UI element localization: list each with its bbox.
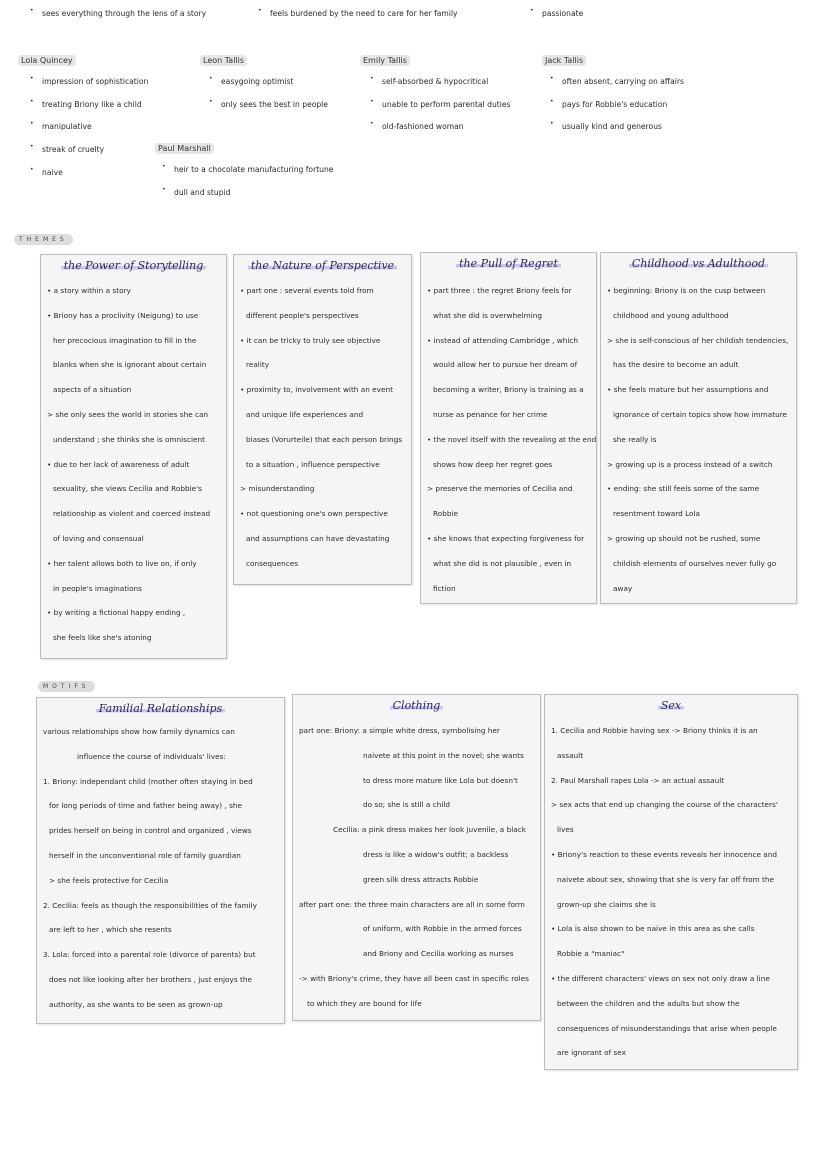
- note-line: > growing up should not be rushed, some: [607, 533, 761, 543]
- note-line: • part three : the regret Briony feels for: [427, 286, 572, 295]
- motif-box-sex: [544, 694, 798, 1070]
- note-line: lives: [557, 825, 574, 835]
- character-trait: • heir to a chocolate manufacturing fortune: [174, 165, 333, 174]
- note-line: relationship as violent and coerced instead: [53, 509, 211, 519]
- note-line: shows how deep her regret goes: [433, 459, 553, 469]
- note-line: what she did is overwhelming: [433, 310, 543, 320]
- note-line: • she knows that expecting forgiveness for: [427, 533, 585, 543]
- note-line: of loving and consensual: [53, 533, 144, 543]
- note-line: childhood and young adulthood: [613, 310, 729, 320]
- note-line: • by writing a fictional happy ending ,: [47, 608, 186, 618]
- box-title-text: Childhood vs Adulthood: [629, 257, 768, 270]
- note-line: Robbie: [433, 509, 458, 519]
- note-line: • the novel itself with the revealing at the end: [427, 434, 597, 444]
- note-line: > she is self-conscious of her childish tendencies,: [607, 335, 789, 345]
- note-line: and unique life experiences and: [246, 409, 364, 419]
- note-line: herself in the unconventional role of family guardian: [49, 850, 241, 860]
- note-line: • she feels mature but her assumptions and: [607, 385, 769, 395]
- note-line: and assumptions can have devastating: [246, 533, 390, 543]
- box-title: [421, 257, 596, 279]
- note-line: 1. Cecilia and Robbie having sex -> Briony thinks it is an: [551, 726, 758, 735]
- note-line: would allow her to pursue her dream of: [433, 360, 578, 370]
- theme-box-regret: [420, 252, 597, 604]
- character-name: Emily Tallis: [360, 55, 410, 66]
- character-name: Paul Marshall: [155, 143, 214, 154]
- note-line: dress is like a widow's outfit; a backless: [363, 849, 509, 859]
- note-line: reality: [246, 360, 270, 370]
- note-line: • Lola is also shown to be naive in this area as she calls: [551, 924, 755, 934]
- note-line: resentment toward Lola: [613, 509, 700, 519]
- note-line: Cecilia: a pink dress makes her look juvenile, a black: [333, 825, 526, 835]
- character-trait: • manipulative: [42, 122, 92, 131]
- theme-box-childhood: [600, 252, 797, 604]
- box-title-text: the Pull of Regret: [456, 257, 561, 270]
- note-line: are left to her , which she resents: [49, 925, 172, 935]
- note-line: blanks when she is ignorant about certain: [53, 360, 207, 370]
- note-line: for long periods of time and father being away) , she: [49, 801, 243, 811]
- note-line: biases (Vorurteile) that each person brings: [246, 434, 403, 444]
- note-line: influence the course of individuals' lives:: [77, 751, 226, 761]
- note-line: • not questioning one's own perspective: [240, 509, 388, 519]
- note-line: understand ; she thinks she is omniscient: [53, 434, 206, 444]
- top-bullet: • sees everything through the lens of a story: [42, 9, 206, 18]
- character-trait: • only sees the best in people: [221, 100, 328, 109]
- box-title-text: Sex: [658, 699, 684, 712]
- character-trait: • dull and stupid: [174, 188, 230, 197]
- character-trait: • often absent, carrying on affairs: [562, 77, 684, 86]
- note-line: childish elements of ourselves never fully go: [613, 558, 777, 568]
- note-line: ignorance of certain topics show how immature: [613, 409, 788, 419]
- note-line: • Briony has a proclivity (Neigung) to use: [47, 310, 199, 320]
- character-trait: • usually kind and generous: [562, 122, 662, 131]
- note-line: her precocious imagination to fill in the: [53, 335, 197, 345]
- note-line: • Briony's reaction to these events reveals her innocence and: [551, 849, 778, 859]
- character-trait: • streak of cruelty: [42, 145, 104, 154]
- note-line: naivete about sex, showing that she is very far off from the: [557, 874, 774, 884]
- motif-box-clothing: [292, 694, 541, 1021]
- note-line: • the different characters' views on sex not only draw a line: [551, 973, 770, 983]
- motifs-label: MOTIFS: [38, 681, 95, 692]
- note-line: has the desire to become an adult: [613, 360, 739, 370]
- box-title-text: Familial Relationships: [96, 702, 225, 715]
- character-trait: • easygoing optimist: [221, 77, 293, 86]
- note-line: 1. Briony: independant child (mother often staying in bed: [43, 776, 253, 786]
- note-line: different people's perspectives: [246, 310, 359, 320]
- motif-box-familial: [36, 697, 285, 1024]
- note-line: aspects of a situation: [53, 385, 132, 395]
- character-trait: • self-absorbed & hypocritical: [382, 77, 488, 86]
- note-line: nurse as penance for her crime: [433, 409, 548, 419]
- top-bullet: • passionate: [542, 9, 583, 18]
- note-line: • proximity to, involvement with an event: [240, 385, 393, 395]
- note-line: > she feels protective for Cecilia: [49, 875, 169, 885]
- box-title-text: the Power of Storytelling: [61, 259, 207, 272]
- box-title: [234, 259, 411, 281]
- note-line: of uniform, with Robbie in the armed forces: [363, 924, 522, 934]
- box-title: [41, 259, 226, 281]
- note-line: to dress more mature like Lola but doesn't: [363, 775, 518, 785]
- note-line: becoming a writer, Briony is training as a: [433, 385, 584, 395]
- character-trait: • old-fashioned woman: [382, 122, 464, 131]
- note-line: > preserve the memories of Cecilia and: [427, 484, 573, 494]
- note-line: green silk dress attracts Robbie: [363, 874, 479, 884]
- note-line: are ignorant of sex: [557, 1048, 626, 1058]
- note-line: and Briony and Cecilia working as nurses: [363, 949, 514, 959]
- note-line: fiction: [433, 583, 456, 593]
- note-line: away: [613, 583, 633, 593]
- note-line: she feels like she's atoning: [53, 633, 152, 643]
- note-line: to which they are bound for life: [307, 998, 422, 1008]
- character-trait: • pays for Robbie's education: [562, 100, 667, 109]
- character-trait: • treating Briony like a child: [42, 100, 142, 109]
- note-line: -> with Briony's crime, they have all been cast in specific roles: [299, 973, 529, 983]
- note-line: after part one: the three main characters are all in some form: [299, 899, 525, 909]
- note-line: between the children and the adults but show the: [557, 998, 740, 1008]
- theme-box-perspective: [233, 254, 412, 585]
- note-line: prides herself on being in control and organized , views: [49, 826, 252, 836]
- theme-box-storytelling: [40, 254, 227, 659]
- note-line: consequences: [246, 558, 299, 568]
- box-title-text: Clothing: [390, 699, 444, 712]
- box-title: [293, 699, 540, 721]
- character-trait: • naive: [42, 168, 63, 177]
- themes-label: THEMES: [14, 234, 73, 245]
- top-bullet: • feels burdened by the need to care for her family: [270, 9, 458, 18]
- note-line: • ending: she still feels some of the same: [607, 484, 760, 494]
- note-line: 2. Paul Marshall rapes Lola -> an actual assault: [551, 775, 725, 785]
- note-line: • a story within a story: [47, 286, 131, 295]
- character-name: Lola Quincey: [18, 55, 76, 66]
- note-line: naivete at this point in the novel; she wants: [363, 750, 524, 760]
- note-line: grown-up she claims she is: [557, 899, 656, 909]
- note-line: Robbie a "maniac": [557, 949, 625, 959]
- character-trait: • unable to perform parental duties: [382, 100, 510, 109]
- note-line: part one: Briony: a simple white dress, symbolising her: [299, 726, 500, 735]
- note-line: assault: [557, 750, 584, 760]
- note-line: consequences of misunderstandings that arise when people: [557, 1023, 777, 1033]
- note-line: authority, as she wants to be seen as grown-up: [49, 999, 223, 1009]
- character-name: Leon Tallis: [200, 55, 247, 66]
- note-line: in people's imaginations: [53, 583, 142, 593]
- note-line: • her talent allows both to live on, if only: [47, 558, 197, 568]
- note-line: does not like looking after her brothers , just enjoys the: [49, 974, 252, 984]
- box-title-text: the Nature of Perspective: [248, 259, 397, 272]
- note-line: • part one : several events told from: [240, 286, 374, 295]
- note-line: • instead of attending Cambridge , which: [427, 335, 579, 345]
- note-line: she really is: [613, 434, 657, 444]
- note-line: various relationships show how family dynamics can: [43, 727, 235, 736]
- note-line: to a situation , influence perspective: [246, 459, 380, 469]
- note-line: > she only sees the world in stories she can: [47, 409, 209, 419]
- note-line: • beginning: Briony is on the cusp between: [607, 286, 766, 295]
- note-line: > misunderstanding: [240, 484, 315, 494]
- box-title: [601, 257, 796, 279]
- note-line: do so; she is still a child: [363, 800, 451, 810]
- note-line: what she did is not plausible , even in: [433, 558, 572, 568]
- note-line: 3. Lola: forced into a parental role (divorce of parents) but: [43, 950, 256, 960]
- note-line: sexuality, she views Cecilia and Robbie's: [53, 484, 202, 494]
- note-line: • due to her lack of awareness of adult: [47, 459, 190, 469]
- character-trait: • impression of sophistication: [42, 77, 148, 86]
- note-line: 2. Cecilia: feels as though the responsibilities of the family: [43, 900, 258, 910]
- box-title: [545, 699, 797, 721]
- note-line: > growing up is a process instead of a switch: [607, 459, 773, 469]
- note-line: > sex acts that end up changing the course of the characters': [551, 800, 778, 810]
- note-line: • it can be tricky to truly see objective: [240, 335, 381, 345]
- character-name: Jack Tallis: [542, 55, 586, 66]
